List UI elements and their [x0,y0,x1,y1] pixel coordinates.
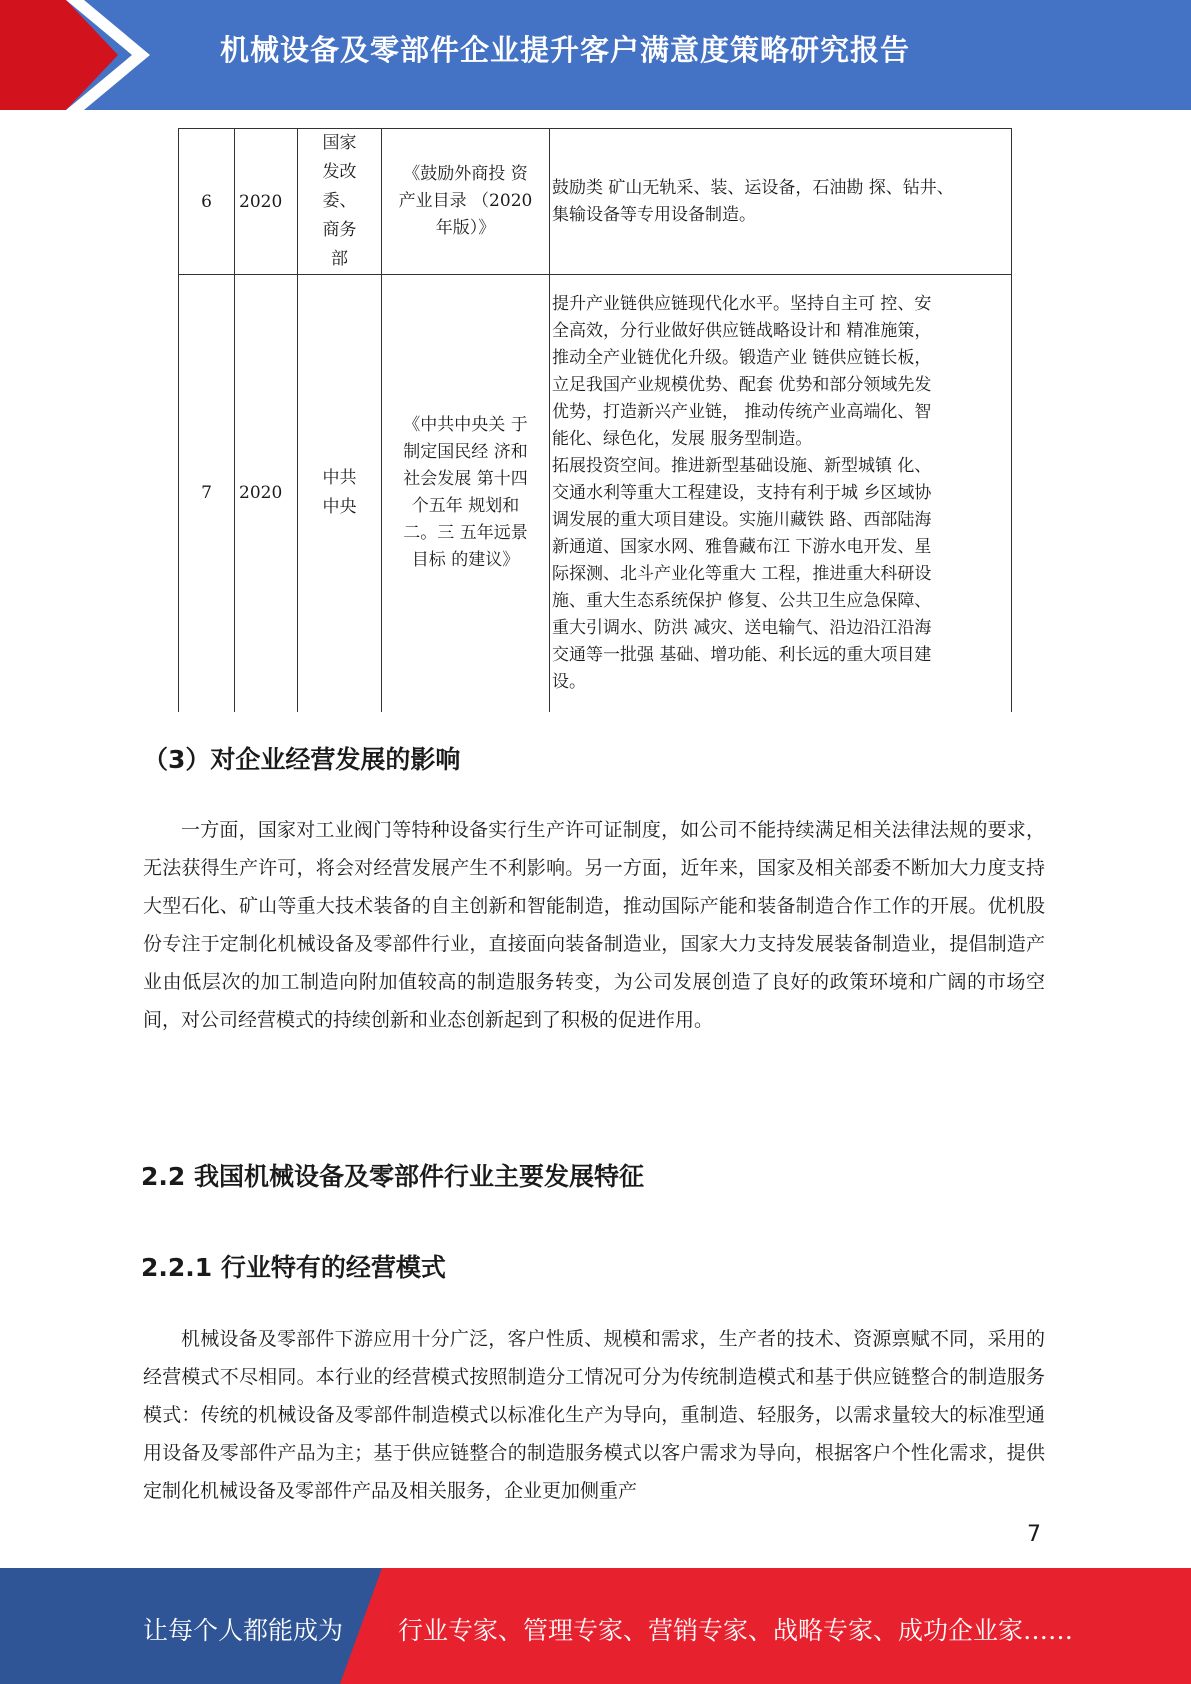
section-2-2-heading: 2.2 我国机械设备及零部件行业主要发展特征 [141,1162,644,1191]
document-line: 社会发展 第十四 [403,469,528,490]
content-line: 调发展的重大项目建设。实施川藏铁 路、西部陆海 [552,509,932,530]
row-content [550,275,1012,712]
issuer-line: 部 [331,249,348,269]
impact-heading: （3）对企业经营发展的影响 [143,745,461,774]
content-line: 交通水利等重大工程建设，支持有利于城 乡区域协 [552,482,932,503]
impact-paragraph: 一方面，国家对工业阀门等特种设备实行生产许可证制度，如公司不能持续满足相关法律法规的要求，无法获得生产许可，将会对经营发展产生不利影响。另一方面，近年来，国家及相关部委不断加大力度支持大型石化、矿山等重大技术装备的自主创新和智能制造，推动国际产能和装备制造合作工作的开展。优机股份专注于定制化机械设备及零部件行业，直接面向装备制造业，国家大力支持发展装备制造业，提倡制造产业由低层次的加工制造向附加值较高的制造服务转变，为公司发展创造了良好的政策环境和广阔的市场空间，对公司经营模式的持续创新和业态创新起到了积极的促进作用。 [143,819,1045,1031]
row-document [382,275,550,712]
page-header [0,0,1191,110]
content-line: 新通道、国家水网、雅鲁藏布江 下游水电开发、星 [552,536,932,557]
header-red-block [0,0,66,110]
table-row [179,129,1012,275]
header-title: 机械设备及零部件企业提升客户满意度策略研究报告 [220,33,911,67]
issuer-line: 中共 [322,468,357,489]
page-footer [0,1568,1191,1684]
content-line: 推动全产业链优化升级。锻造产业 链供应链长板， [552,347,932,368]
footer-blue-slant [340,1568,382,1684]
content-line: 交通等一批强 基础、增功能、利长远的重大项目建 [552,644,932,665]
content-line: 提升产业链供应链现代化水平。坚持自主可 控、安 [552,293,932,314]
business-model-paragraph: 机械设备及零部件下游应用十分广泛，客户性质、规模和需求，生产者的技术、资源禀赋不同，采用的经营模式不尽相同。本行业的经营模式按照制造分工情况可分为传统制造模式和基于供应链整合的制造服务模式：传统的机械设备及零部件制造模式以标准化生产为导向，重制造、轻服务，以需求量较大的标准型通用设备及零部件产品为主；基于供应链整合的制造服务模式以客户需求为导向，根据客户个性化需求，提供定制化机械设备及零部件产品及相关服务，企业更加侧重产 [143,1328,1045,1502]
content-line: 优势，打造新兴产业链， 推动传统产业高端化、智 [552,401,932,422]
row-index: 7 [179,275,235,712]
document-line: 制定国民经 济和 [403,442,528,463]
row-document [382,129,550,275]
content-line: 际探测、北斗产业化等重大 工程，推进重大科研设 [552,563,932,584]
issuer-line: 国家 [322,133,357,153]
document-line: 二。三 五年远景 [403,523,528,544]
content-line: 全高效，分行业做好供应链战略设计和 精准施策， [552,320,932,341]
content-line: 鼓励类 矿山无轨采、装、运设备，石油勘 探、钻井、 [552,177,954,198]
policy-table [178,128,1012,712]
document-line: 产业目录 （2020 [398,191,533,211]
row-year: 2020 [235,275,298,712]
document-line: 个五年 规划和 [411,496,520,517]
footer-left-text: 让每个人都能成为 [143,1616,344,1645]
content-line: 施、重大生态系统保护 修复、公共卫生应急保障、 [552,590,932,611]
row-issuer [298,129,382,275]
row-index: 6 [179,129,235,275]
content-line: 重大引调水、防洪 减灾、送电输气、沿边沿江沿海 [552,617,932,638]
issuer-line: 委、 [322,191,357,211]
row-issuer [298,275,382,712]
table-row [179,275,1012,712]
document-line: 年版）》 [435,218,496,238]
page-number: 7 [1027,1522,1041,1547]
issuer-line: 商务 [322,220,357,240]
row-year: 2020 [235,129,298,275]
document-line: 目标 的建议》 [411,550,520,571]
row-content [550,129,1012,275]
content-line: 能化、绿色化，发展 服务型制造。 [552,428,813,449]
content-line: 立足我国产业规模优势、配套 优势和部分领域先发 [552,374,932,395]
document-line: 《中共中央关 于 [403,415,528,436]
header-chevron-icon [66,0,156,110]
content-line: 设。 [552,671,586,692]
content-line: 拓展投资空间。推进新型基础设施、新型城镇 化、 [552,455,932,476]
section-2-2-1-heading: 2.2.1 行业特有的经营模式 [141,1253,446,1282]
content-line: 集输设备等专用设备制造。 [552,204,756,225]
issuer-line: 中央 [322,497,357,518]
document-line: 《鼓励外商投 资 [403,164,528,184]
issuer-line: 发改 [322,162,357,182]
footer-right-text: 行业专家、管理专家、营销专家、战略专家、成功企业家…… [398,1616,1074,1645]
